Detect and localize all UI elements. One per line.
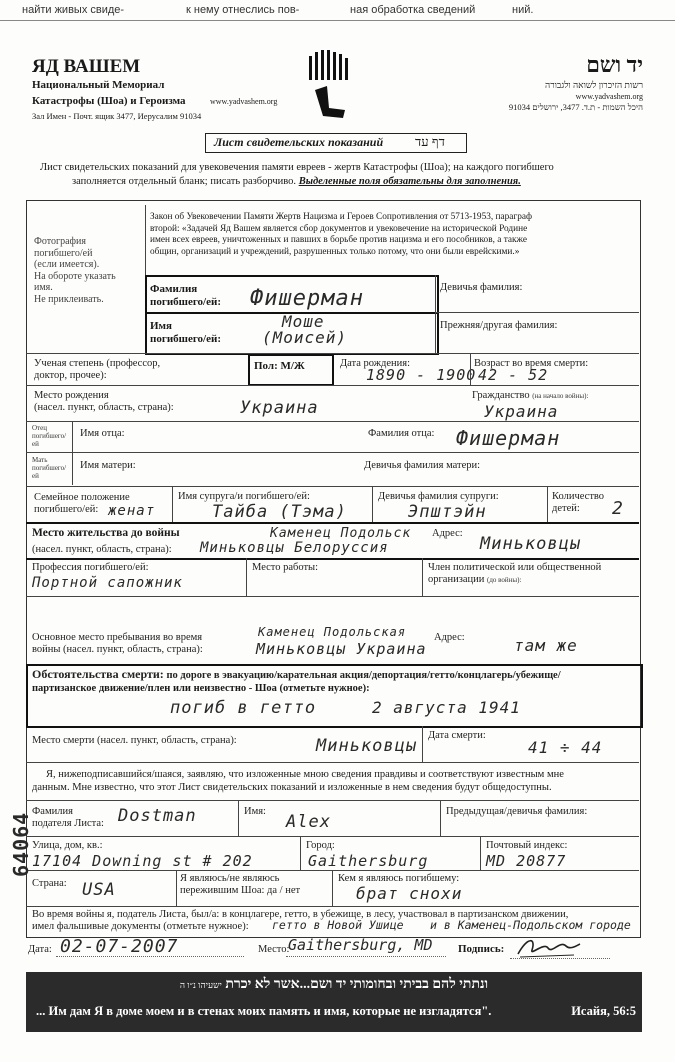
date-label: Дата: [28,944,52,955]
photo-l6: Не приклеивать. [34,293,104,305]
hebrew-title: יד ושם [586,52,643,77]
photo-l2: погибшего/ей [34,247,93,259]
degree-label [34,358,160,382]
top-strip-text-2: к нему отнеслись пов- [186,4,300,16]
org-sub-2: Катастрофы (Шоа) и Героизма [32,95,186,107]
wartime-l2: войны (насел. пункт, область, страна): [32,644,203,655]
father-surname-label: Фамилия отца: [368,428,435,439]
side-number: 64064 [9,811,33,877]
declaration-l1: Я, нижеподписавшийся/шаяся, заявляю, что изложенные мною сведения правдивы и соответствуют известным мне [46,769,564,780]
spouse-maiden-label: Девичья фамилия супруги: [378,491,499,502]
children-value[interactable]: 2 [612,498,624,519]
footer-hebrew-ref: ישעיהו נ״ו ה [179,980,222,990]
spouse-name-value[interactable]: Тайба (Тэма) [212,502,347,522]
declaration [32,768,564,794]
country-value[interactable]: USA [82,880,116,900]
footer-hebrew-text: ונתתי להם בביתי ובחומותי יד ושם...אשר לא יכרת [225,977,489,992]
wartime-l1: Основное место пребывания во время [32,632,203,643]
spouse-name-label: Имя супруга/и погибшего/ей: [178,491,310,502]
circumstances-label [32,668,561,682]
birth-date-value[interactable]: 1890 - 1900 [366,366,477,384]
victim-name-value-1[interactable]: Моше [282,312,325,331]
member-l2: организации [428,574,485,585]
place-label: Место: [258,944,290,955]
relation-label: Кем я являюсь погибшему: [338,873,460,884]
footer-russian [36,1004,636,1019]
victim-name-label-a: Имя [150,320,172,332]
citizenship-label [472,390,588,402]
citizenship-small: (на начало войны): [532,392,589,400]
prewar-sub: (насел. пункт, область, страна): [32,544,172,555]
yad-vashem-logo [305,50,357,125]
victim-name-value-2[interactable]: (Моисей) [262,328,348,347]
wartime-value-1[interactable]: Каменец Подольская [258,625,407,639]
form-title-he: דף עד [415,134,445,149]
law-text [150,212,532,258]
victim-surname-label-b: погибшего/ей: [150,296,222,308]
street-value[interactable]: 17104 Downing st # 202 [32,852,253,870]
birthplace-label [34,390,174,414]
birth-date-label: Дата рождения: [340,358,411,369]
survivor-l1: Я являюсь/не являюсь [180,873,280,884]
top-strip [0,0,675,21]
victim-surname-label [150,283,221,309]
intro-text: заполняется отдельный бланк; писать разборчиво. [72,176,297,187]
city-label: Город: [306,840,335,851]
submitter-surname-value[interactable]: Dostman [118,806,197,826]
maiden-label: Девичья фамилия: [440,282,523,293]
relation-value[interactable]: брат снохи [356,884,463,903]
war-text-2: имел фальшивые документы (отметьте нужное): [32,921,249,932]
birthplace-l2: (насел. пункт, область, страна): [34,402,174,413]
submitter-surname-l1: Фамилия [32,806,73,817]
zip-value[interactable]: MD 20877 [486,852,567,870]
member-small: (до войны): [487,576,522,584]
law-l1: Закон об Увековечении Памяти Жертв Нацизма и Героев Сопротивления от 5713-1953, параграф [150,212,532,222]
submitter-name-label: Имя: [244,806,266,817]
photo-label [34,236,116,305]
signature-mark[interactable] [514,934,584,960]
photo-l3: (если имеется). [34,259,100,270]
prewar-label: Место жительства до войны [32,527,180,539]
submitter-surname-l2: подателя Листа: [32,818,104,829]
other-surname-label: Прежняя/другая фамилия: [440,320,558,331]
intro-line-1: Лист свидетельских показаний для увековечения памяти евреев - жертв Катастрофы (Шоа); на каждого погибшего [40,162,554,173]
footer-hebrew [26,977,642,993]
age-value[interactable]: 42 - 52 [478,366,549,384]
father-surname-value[interactable]: Фишерман [456,426,561,450]
date-value[interactable]: 02-07-2007 [60,936,179,957]
circumstances-date[interactable]: 2 августа 1941 [372,698,521,717]
workplace-label: Место работы: [252,562,319,573]
wartime-label [32,632,203,656]
children-l1: Количество [552,491,605,502]
submitter-surname-label [32,806,104,830]
member-label [428,562,601,586]
city-value[interactable]: Gaithersburg [308,852,429,870]
law-l4: общин, организаций и учреждений, разрушенных только потому, что они были еврейскими.» [150,246,520,257]
zip-label: Почтовый индекс: [486,840,568,851]
sex-label[interactable]: Пол: М/Ж [254,360,305,372]
survivor-value[interactable]: да / нет [267,885,301,896]
mother-side-label: Мать погибшего/ей [32,456,67,480]
intro-bold: Выделенные поля обязательны для заполнения. [298,176,521,187]
marital-value[interactable]: женат [108,503,156,519]
birthplace-value[interactable]: Украина [240,398,319,418]
declaration-l2: данным. Мне известно, что этот Лист свидетельских показаний и изложенные в нем сведения будут общедоступны. [32,782,552,793]
wartime-address-value[interactable]: там же [514,636,578,655]
photo-l5: имя. [34,282,53,293]
victim-name-label [150,320,221,346]
wartime-address-label: Адрес: [434,632,465,643]
survivor-label [180,873,300,897]
death-date-value[interactable]: 41 ÷ 44 [528,738,603,757]
footer-ref: Исайя, 56:5 [571,1004,636,1018]
form-title: Лист свидетельских показаний [214,135,384,149]
mother-maiden-label: Девичья фамилия матери: [364,460,481,471]
survivor-l2: пережившим Шоа: [180,885,265,896]
prewar-value-1[interactable]: Каменец Подольск [270,526,412,541]
victim-name-label-b: погибшего/ей: [150,333,222,345]
citizenship-text: Гражданство [472,390,530,401]
law-l2: второй: «Задачей Яд Вашем является сбор документов и увековечение на исторической Родине [150,223,528,234]
prewar-value-2[interactable]: Миньковцы Белоруссия [200,540,389,556]
spouse-maiden-value[interactable]: Эпштэйн [408,502,487,522]
submitter-prev-label: Предыдущая/девичья фамилия: [446,806,588,817]
victim-surname-label-a: Фамилия [150,283,198,295]
org-title: ЯД ВАШЕМ [32,56,141,77]
death-place-value[interactable]: Миньковцы [316,736,418,756]
address-label: Адрес: [432,528,463,539]
country-label: Страна: [32,878,67,889]
hebrew-sub-1: רשות הזיכרון לשואה ולגבורה [545,80,643,90]
photo-l1: Фотография [34,236,86,247]
death-date-label: Дата смерти: [428,730,486,741]
children-label [552,491,604,515]
top-strip-text-1: найти живых свиде- [22,4,125,16]
death-place-label: Место смерти (насел. пункт, область, страна): [32,735,237,746]
photo-l4: На обороте указать [34,270,116,282]
intro-line-2 [72,176,521,187]
degree-l1: Ученая степень (профессор, [34,358,161,369]
war-value-1[interactable]: гетто в Новой Ушице [272,918,404,932]
member-l1: Член политической или общественной [428,562,602,573]
circumstances-value[interactable]: погиб в гетто [170,698,317,718]
circumstances-text-1: по дороге в эвакуацию/карательная акция/депортация/гетто/концлагерь/убежище/ [166,670,561,681]
father-side-label: Отец погибшего/ей [32,424,67,448]
top-strip-text-3: ная обработка сведений [350,4,476,16]
wartime-value-2[interactable]: Миньковцы Украина [256,640,427,658]
signature-label: Подпись: [458,943,505,955]
submitter-name-value[interactable]: Alex [286,812,331,832]
top-strip-text-4: ний. [512,4,534,16]
marital-l2: погибшего/ей: [34,504,99,515]
org-address: Зал Имен - Почт. ящик 3477, Иерусалим 91034 [32,111,202,121]
profession-label: Профессия погибшего/ей: [32,562,149,573]
citizenship-value[interactable]: Украина [484,402,559,421]
law-l3: имен всех евреев, уничтоженных и павших в борьбе против нацизма и его пособников, а также [150,235,527,245]
profession-value[interactable]: Портной сапожник [32,575,183,591]
website: www.yadvashem.org [210,97,278,106]
degree-l2: доктор, прочее): [34,370,107,381]
hebrew-website: www.yadvashem.org [575,92,643,101]
mother-name-label: Имя матери: [80,460,136,471]
father-name-label: Имя отца: [80,428,125,439]
circumstances-text-2: партизанское движение/плен или неизвестно - Шоа (отметьте нужное): [32,683,370,694]
age-label: Возраст во время смерти: [474,358,589,369]
street-label: Улица, дом, кв.: [32,840,103,851]
marital-l1: Семейное положение [34,492,130,503]
place-value[interactable]: Gaithersburg, MD [288,936,433,954]
children-l2: детей: [552,503,580,514]
circumstances-title: Обстоятельства смерти: [32,667,164,681]
war-text-1: Во время войны я, податель Листа, был/а: в концлагере, гетто, в убежище, в лесу, участвовал в партизанском движении, [32,909,569,920]
footer-russian-text: ... Им дам Я в доме моем и в стенах моих память и имя, которые не изгладятся". [36,1004,492,1018]
birthplace-l1: Место рождения [34,390,109,401]
org-sub-1: Национальный Мемориал [32,79,165,91]
victim-surname-value[interactable]: Фишерман [250,286,364,311]
address-value[interactable]: Миньковцы [480,534,582,554]
war-value-2[interactable]: и в Каменец-Подольском городе [430,918,631,932]
hebrew-sub-2: היכל השמות - ת.ד. 3477, ירושלים 91034 [508,102,643,112]
